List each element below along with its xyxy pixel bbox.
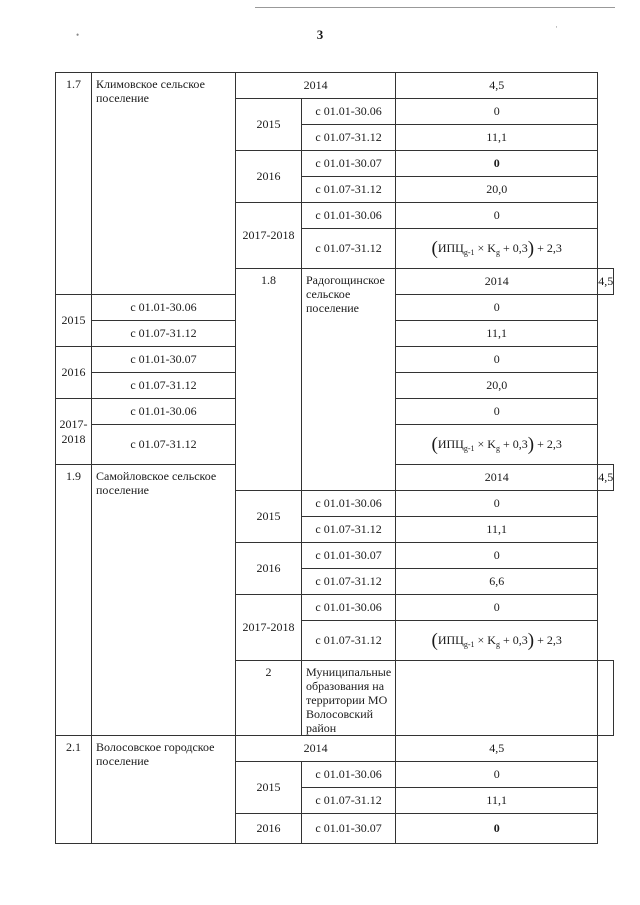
page-number: 3 [316,27,324,42]
year-cell: 2014 [396,269,598,295]
row-number: 2 [236,661,302,736]
value-cell: 0 [396,543,598,569]
formula-part: g [495,639,500,649]
formula-part: ( [431,433,438,455]
value-cell: 0 [396,295,598,321]
tariff-table [55,72,614,844]
scan-speck: · [555,22,558,32]
period-cell: с 01.01-30.06 [302,491,396,517]
formula-part: + 0,3 [499,240,528,255]
value-cell: 0 [396,491,598,517]
section-name: Муниципальные образования на территории МО Волосовский район [302,661,396,736]
formula-part: ИПЦ [437,436,464,451]
period-cell: с 01.01-30.06 [302,203,396,229]
formula-part: + 0,3 [499,436,528,451]
settlement-name: Радогощинское сельское поселение [302,269,396,491]
year-cell: 2015 [236,762,302,814]
year-cell: 2016 [236,543,302,595]
year-cell: 2014 [236,73,396,99]
formula-part: + 2,3 [534,436,562,451]
formula [431,237,562,259]
scan-speck: • [76,30,80,40]
formula-part: ) [527,433,535,455]
period-cell: с 01.07-31.12 [302,229,396,269]
empty-cell [598,661,614,736]
period-cell: с 01.01-30.07 [302,543,396,569]
value-cell: 11,1 [396,321,598,347]
formula-part: × K [474,240,496,255]
formula-part: ) [527,629,535,651]
value-cell: 11,1 [396,125,598,151]
top-rule [255,7,615,8]
formula-part: g-1 [463,639,475,649]
year-cell: 2017-2018 [236,595,302,661]
row-number: 1.7 [56,73,92,295]
value-cell: 4,5 [396,73,598,99]
formula-part: ( [431,237,438,259]
year-cell: 2016 [236,814,302,844]
value-cell: 0 [396,99,598,125]
formula-part: + 0,3 [499,632,528,647]
formula-part: ИПЦ [437,240,464,255]
empty-cell [396,661,598,736]
value-cell: 4,5 [598,269,614,295]
period-cell: с 01.07-31.12 [302,621,396,661]
period-cell: с 01.07-31.12 [92,425,236,465]
year-cell: 2014 [396,465,598,491]
formula [431,433,562,455]
year-cell: 2017-2018 [56,399,92,465]
value-cell: 11,1 [396,517,598,543]
formula-part: ИПЦ [437,632,464,647]
formula-part: + 2,3 [534,632,562,647]
year-cell: 2014 [236,736,396,762]
value-cell: 0 [396,399,598,425]
formula-cell [396,425,598,465]
formula [431,629,562,651]
formula-part: ( [431,629,438,651]
value-cell: 20,0 [396,373,598,399]
value-cell: 0 [396,151,598,177]
period-cell: с 01.01-30.06 [302,762,396,788]
value-cell: 20,0 [396,177,598,203]
period-cell: с 01.07-31.12 [92,373,236,399]
period-cell: с 01.07-31.12 [92,321,236,347]
year-cell: 2015 [236,99,302,151]
formula-part: g [495,247,500,257]
period-cell: с 01.01-30.07 [302,814,396,844]
formula-part: ) [527,237,535,259]
period-cell: с 01.01-30.06 [302,99,396,125]
year-cell: 2015 [236,491,302,543]
year-cell: 2016 [236,151,302,203]
period-cell: с 01.01-30.06 [92,295,236,321]
value-cell: 0 [396,814,598,844]
formula-part: + 2,3 [534,240,562,255]
value-cell: 4,5 [396,736,598,762]
period-cell: с 01.07-31.12 [302,517,396,543]
value-cell: 0 [396,595,598,621]
period-cell: с 01.07-31.12 [302,788,396,814]
period-cell: с 01.01-30.06 [302,595,396,621]
period-cell: с 01.01-30.07 [302,151,396,177]
formula-part: g-1 [463,443,475,453]
period-cell: с 01.01-30.06 [92,399,236,425]
settlement-name: Самойловское сельское поселение [92,465,236,736]
row-number: 1.9 [56,465,92,736]
value-cell: 0 [396,203,598,229]
settlement-name: Волосовское городское поселение [92,736,236,844]
value-cell: 4,5 [598,465,614,491]
year-cell: 2015 [56,295,92,347]
formula-part: × K [474,436,496,451]
formula-part: g [495,443,500,453]
formula-part: g-1 [463,247,475,257]
year-cell: 2016 [56,347,92,399]
period-cell: с 01.07-31.12 [302,125,396,151]
value-cell: 11,1 [396,788,598,814]
settlement-name: Климовское сельское поселение [92,73,236,295]
period-cell: с 01.01-30.07 [92,347,236,373]
formula-cell [396,229,598,269]
row-number: 1.8 [236,269,302,491]
year-cell: 2017-2018 [236,203,302,269]
period-cell: с 01.07-31.12 [302,177,396,203]
value-cell: 0 [396,347,598,373]
value-cell: 6,6 [396,569,598,595]
value-cell: 0 [396,762,598,788]
formula-cell [396,621,598,661]
formula-part: × K [474,632,496,647]
row-number: 2.1 [56,736,92,844]
period-cell: с 01.07-31.12 [302,569,396,595]
